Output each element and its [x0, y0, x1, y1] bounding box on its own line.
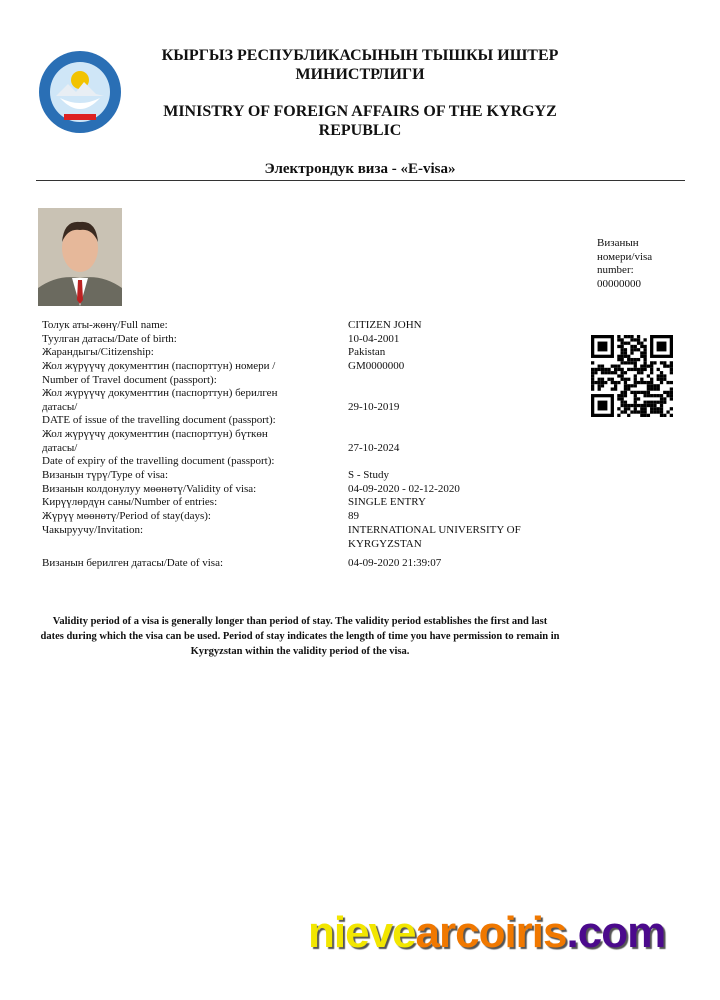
- validity-label: Визанын колдонулуу мөөнөтү/Validity of visa:: [42, 483, 257, 495]
- visa-type-value: S - Study: [348, 469, 389, 481]
- watermark: nievearcoiris.com: [308, 908, 666, 957]
- citizenship-label: Жарандыгы/Citizenship:: [42, 346, 154, 358]
- invitation-value: INTERNATIONAL UNIVERSITY OF KYRGYZSTAN: [348, 524, 521, 550]
- issue-date-label: Жол жүрүүчү документтин (паспорттун) берилген датасы/ DATE of issue of the travelling document (passport):: [42, 387, 278, 427]
- kyrgyz-emblem-icon: [38, 50, 122, 134]
- visa-date-label: Визанын берилген датасы/Date of visa:: [42, 557, 224, 569]
- expiry-date-label: Жол жүрүүчү документтин (паспорттун) бүткөн датасы/ Date of expiry of the travelling document (passport):: [42, 428, 275, 468]
- validity-value: 04-09-2020 - 02-12-2020: [348, 483, 460, 495]
- visa-date-value: 04-09-2020 21:39:07: [348, 557, 442, 569]
- visa-type-label: Визанын түрү/Type of visa:: [42, 469, 169, 481]
- full-name-value: CITIZEN JOHN: [348, 319, 422, 331]
- entries-label: Кирүүлөрдүн саны/Number of entries:: [42, 496, 218, 508]
- passport-number-label: Жол жүрүүчү документтин (паспорттун) номери / Number of Travel document (passport):: [42, 360, 276, 386]
- citizenship-value: Pakistan: [348, 346, 386, 358]
- document-subtitle: Электрондук виза - «E-visa»: [264, 161, 456, 177]
- divider: [36, 180, 685, 181]
- stay-value: 89: [348, 510, 359, 522]
- stay-label: Жүрүү мөөнөтү/Period of stay(days):: [42, 510, 211, 522]
- validity-note: Validity period of a visa is generally longer than period of stay. The validity period establishes the first and last dates during which the visa can be used. Period of stay indicates the length of time you have permission to remain in Kyrgyzstan within the validity period of the visa.: [40, 616, 560, 657]
- header-title-ky: КЫРГЫЗ РЕСПУБЛИКАСЫНЫН ТЫШКЫ ИШТЕР МИНИСТРЛИГИ: [161, 47, 559, 83]
- expiry-date-value: 27-10-2024: [348, 442, 400, 454]
- visa-number-label: Визанын номери/visa number:: [597, 237, 653, 277]
- header-title-en: MINISTRY OF FOREIGN AFFAIRS OF THE KYRGYZ REPUBLIC: [163, 103, 557, 139]
- applicant-photo: [38, 208, 122, 306]
- full-name-label: Толук аты-жөнү/Full name:: [42, 319, 168, 331]
- invitation-label: Чакыруучу/Invitation:: [42, 524, 144, 536]
- passport-number-value: GM0000000: [348, 360, 405, 372]
- entries-value: SINGLE ENTRY: [348, 496, 426, 508]
- issue-date-value: 29-10-2019: [348, 401, 400, 413]
- qr-code: [591, 335, 673, 417]
- dob-value: 10-04-2001: [348, 333, 400, 345]
- dob-label: Туулган датасы/Date of birth:: [42, 333, 177, 345]
- visa-number-value: 00000000: [597, 278, 641, 290]
